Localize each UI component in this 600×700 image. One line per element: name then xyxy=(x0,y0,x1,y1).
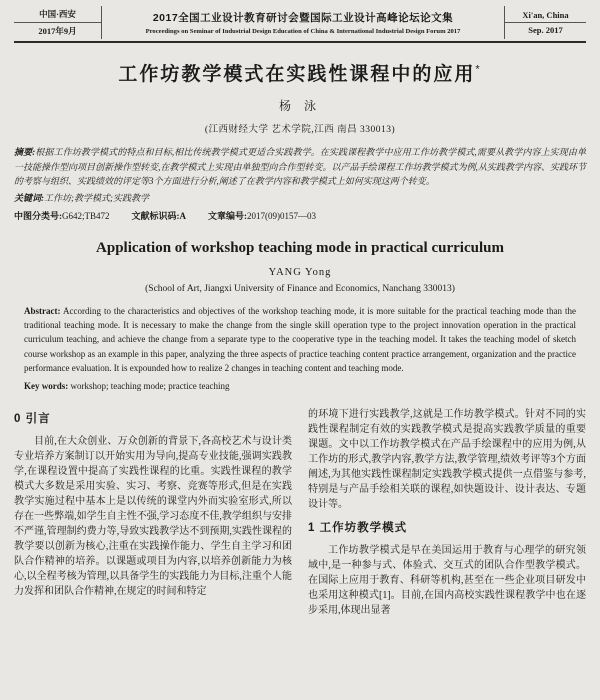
header-left-block xyxy=(14,6,102,39)
column-left xyxy=(14,407,292,618)
keywords-en xyxy=(14,380,586,394)
proceedings-header xyxy=(14,6,586,43)
abstract-en xyxy=(14,304,586,376)
paper-title-en: Application of workshop teaching mode in practical curriculum xyxy=(96,239,504,256)
header-right-city: Xi'an, China xyxy=(505,8,586,23)
affiliation-en: (School of Art, Jiangxi University of Finance and Economics, Nanchang 330013) xyxy=(145,283,455,294)
proceedings-title-cn: 2017全国工业设计教育研讨会暨国际工业设计高峰论坛论文集 xyxy=(152,12,454,24)
header-right-block xyxy=(504,6,586,39)
abstract-cn xyxy=(14,145,586,189)
abstract-en-label: Abstract: xyxy=(24,305,61,316)
header-left-city: 中国·西安 xyxy=(14,6,101,23)
abstract-en-text: According to the characteristics and objectives of the workshop teaching mode, it is more suitable for the practical teaching mode than the traditional teaching mode. It is necessary to make the change from the single skill operation type to the project innovation operation in the practical curriculum teaching, and achieve the change from a separate type to the cooperative type in the teaching model. It takes the teaching model of sketch course workshop as an example in this paper, analyzing the three aspects of practice teaching content practice arrangement, organization and the practice performance evaluation. It is expounded how to realize 2 changes in teaching content and teaching mode. xyxy=(24,305,576,374)
paper-title-cn-text: 工作坊教学模式在实践性课程中的应用 xyxy=(118,64,476,85)
body-columns xyxy=(14,407,586,618)
section-heading-workshop-mode: 1 工作坊教学模式 xyxy=(308,522,408,535)
intro-paragraph-continued: 的环境下进行实践教学,这就是工作坊教学模式。针对不同的实践性课程制定有效的实践教学模式是提高实践教学质量的重要课题。文中以工作坊教学模式在产品手绘课程中的应用为例,从工作坊的形式,教学内容,教学方法,教学管理,绩效考评等3个方面阐述,为其他实践性课程制定实践教学模式提供一点借鉴与参考,特别是与产品手绘相关联的课程,如快题设计、设计表达、专题设计等。 xyxy=(308,409,586,511)
title-footnote-asterisk: * xyxy=(475,63,482,76)
column-right xyxy=(308,407,586,618)
header-left-date: 2017年9月 xyxy=(38,26,77,36)
paper-title-cn xyxy=(14,59,586,86)
affiliation-cn: (江西财经大学 艺术学院,江西 南昌 330013) xyxy=(204,125,396,135)
clc-value: G642;TB472 xyxy=(62,211,110,222)
section-heading-intro: 0 引言 xyxy=(14,413,51,426)
header-center-block xyxy=(102,6,504,39)
header-right-date: Sep. 2017 xyxy=(528,25,563,35)
proceedings-title-en: Proceedings on Seminar of Industrial Design Education of China & International Industrial Design Forum 2017 xyxy=(145,28,461,35)
keywords-cn-text: 工作坊;教学模式;实践教学 xyxy=(44,192,149,203)
workshop-mode-paragraph: 工作坊教学模式是早在美国运用于教育与心理学的研究领域中,是一种参与式、体验式、交互式的团队合作型教学模式。在国际上应用于教育、科研等机构,甚至在一些企业项目研发中也采用这种模式[1]。目前,在国内高校实践性课程教学中也在逐步采用,体现出显著 xyxy=(308,545,586,617)
keywords-cn xyxy=(14,191,586,205)
doc-code: 文献标识码:A xyxy=(131,211,187,222)
abstract-cn-text: 根据工作坊教学模式的特点和目标,相比传统教学模式更适合实践教学。在实践课程教学中应用工作坊教学模式,需要从教学内容上实现由单一技能操作型向项目创新操作型转变,在教学模式上实现由单独型向合作型转变。以产品手绘课程工作坊教学模式为例,从实践教学内容、实践环节的考察与组织、实践绩效的评定等3个方面进行分析,阐述了在教学内容和教学模式上如何实现这两个转变。 xyxy=(14,147,586,187)
author-cn: 杨 泳 xyxy=(278,99,321,113)
keywords-en-label: Key words: xyxy=(24,380,69,391)
intro-paragraph: 目前,在大众创业、万众创新的背景下,各高校艺术与设计类专业培养方案制订以开始实用为导向,提高专业技能,强调实践教学,在课程设置中提高了实践性课程的比重。实践性课程的教学模式大多数是采用实验、实习、考察、竞赛等形式,但是在实践教学实施过程中基本上是以传统的课堂内外而实验室形式,所以存在一些弊端,如学生自主性不强,学习态度不佳,教学组织与安排不严谨,管理制约费力等,导致实践教学达不到预期,实践性课程的教学要以创新为核心,注重在实践操作能力、学生自主学习和团队合作精神的培养。以课题或项目为内容,以培养创新能力为核心,以全程考核为管理,以具备学生的实践能力为目标,注重个人能力发挥和团队合作精神,在规定的时间和特定 xyxy=(14,436,292,598)
abstract-cn-label: 摘要: xyxy=(14,147,36,157)
keywords-en-text: workshop; teaching mode; practice teaching xyxy=(70,380,230,391)
author-en: YANG Yong xyxy=(268,266,332,278)
article-id-label: 文章编号: xyxy=(208,211,248,222)
article-id-value: 2017(09)0157—03 xyxy=(247,211,317,222)
classification-line xyxy=(14,210,586,224)
keywords-cn-label: 关键词: xyxy=(14,192,44,203)
clc-label: 中图分类号: xyxy=(14,211,62,222)
